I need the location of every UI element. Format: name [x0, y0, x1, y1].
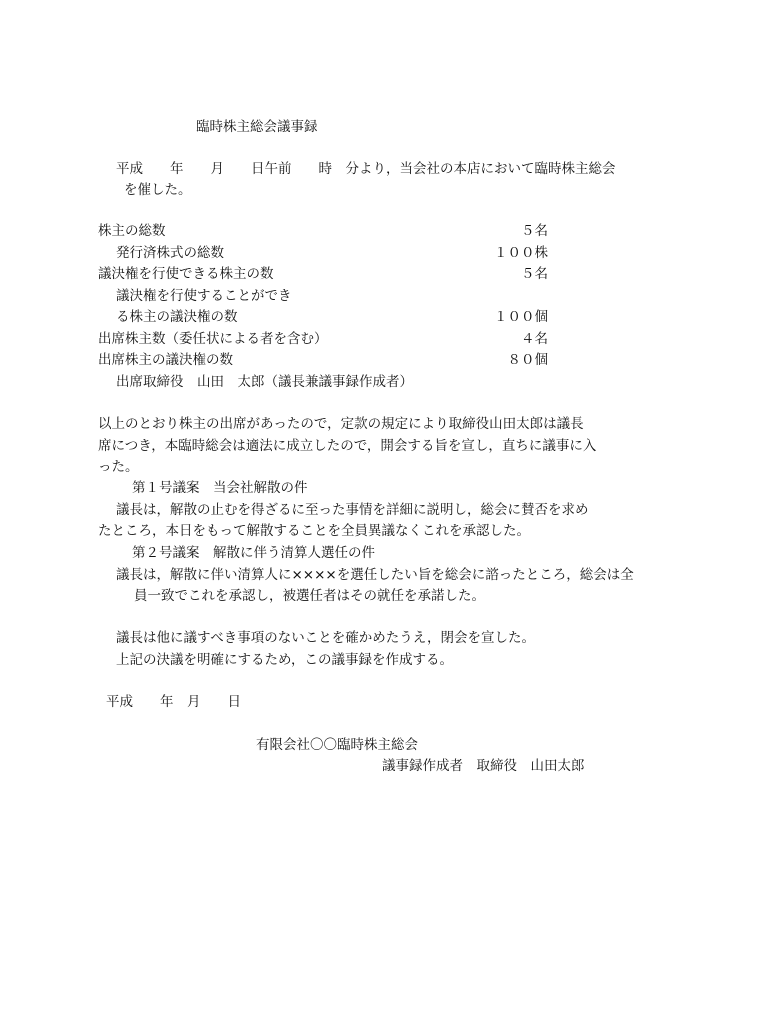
- stat-label: 議決権を行使できる株主の数: [98, 266, 274, 282]
- stat-value: ８０個: [507, 352, 548, 368]
- document-title: 臨時株主総会議事録: [196, 119, 318, 135]
- stat-label: 議決権を行使することができ: [116, 288, 292, 304]
- signature-line: 議事録作成者 取締役 山田太郎: [382, 758, 585, 774]
- agenda-1-line-2: たところ，本日をもって解散することを全員異議なくこれを承認した。: [98, 523, 530, 539]
- stat-value: ５名: [521, 223, 548, 239]
- agenda-1-heading: 第１号議案 当会社解散の件: [132, 480, 308, 496]
- opening-line-1: 以上のとおり株主の出席があったので，定款の規定により取締役山田太郎は議長: [98, 416, 584, 432]
- company-name: 有限会社〇〇臨時株主総会: [256, 737, 418, 753]
- intro-line-2: を催した。: [124, 182, 192, 198]
- stat-label: る株主の議決権の数: [116, 309, 238, 325]
- intro-line-1: 平成 年 月 日午前 時 分より，当会社の本店において臨時株主総会: [116, 161, 616, 177]
- closing-line-1: 議長は他に議すべき事項のないことを確かめたうえ，閉会を宣した。: [116, 630, 536, 646]
- stat-label: 株主の総数: [98, 223, 166, 239]
- agenda-2-heading: 第２号議案 解散に伴う清算人選任の件: [132, 545, 375, 561]
- opening-line-2: 席につき，本臨時総会は適法に成立したので，開会する旨を宣し，直ちに議事に入: [98, 438, 597, 454]
- stat-value: ５名: [521, 266, 548, 282]
- stat-value: １００個: [494, 309, 548, 325]
- stat-label: 出席株主の議決権の数: [98, 352, 233, 368]
- agenda-2-line-2: 員一致でこれを承認し，被選任者はその就任を承諾した。: [134, 588, 485, 604]
- attending-director: 出席取締役 山田 太郎（議長兼議事録作成者）: [116, 374, 413, 390]
- opening-line-3: った。: [98, 459, 139, 475]
- closing-line-2: 上記の決議を明確にするため，この議事録を作成する。: [116, 652, 453, 668]
- date-line: 平成 年 月 日: [106, 694, 241, 710]
- stat-value: ４名: [521, 331, 548, 347]
- agenda-1-line-1: 議長は，解散の止むを得ざるに至った事情を詳細に説明し，総会に賛否を求め: [116, 502, 589, 518]
- stat-label: 出席株主数（委任状による者を含む）: [98, 331, 328, 347]
- stat-value: １００株: [494, 245, 548, 261]
- agenda-2-line-1: 議長は，解散に伴い清算人に××××を選任したい旨を総会に諮ったところ，総会は全: [116, 567, 634, 583]
- stat-label: 発行済株式の総数: [116, 245, 224, 261]
